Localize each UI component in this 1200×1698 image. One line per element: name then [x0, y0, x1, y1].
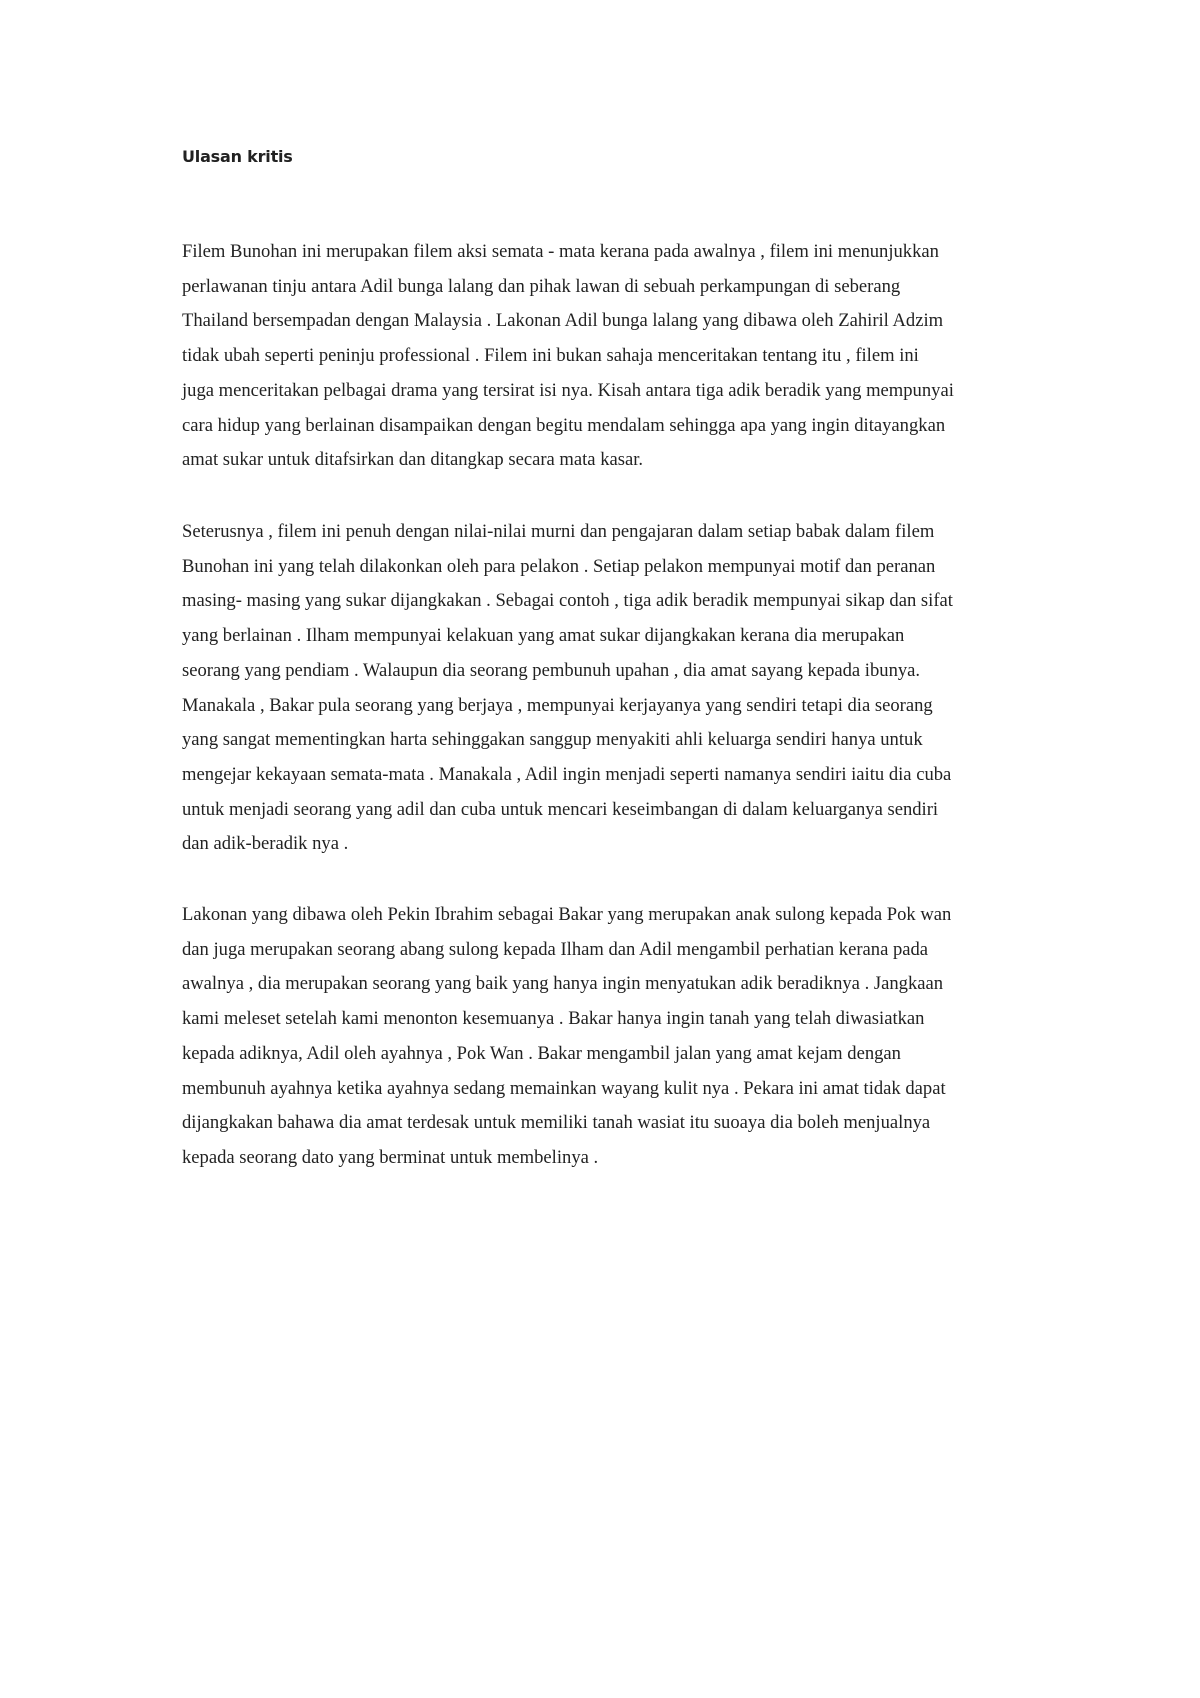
- paragraph-line: juga menceritakan pelbagai drama yang tersirat isi nya. Kisah antara tiga adik beradik yang mempunyai: [182, 379, 954, 401]
- paragraph-line: Lakonan yang dibawa oleh Pekin Ibrahim sebagai Bakar yang merupakan anak sulong kepada Pok wan: [182, 904, 952, 925]
- paragraph-line: dan juga merupakan seorang abang sulong kepada Ilham dan Adil mengambil perhatian kerana pada: [182, 938, 929, 960]
- paragraph-line: awalnya , dia merupakan seorang yang baik yang hanya ingin menyatukan adik beradiknya . Jangkaan: [182, 973, 944, 995]
- paragraph-line: dijangkakan bahawa dia amat terdesak untuk memiliki tanah wasiat itu suoaya dia boleh menjualnya: [182, 1112, 931, 1134]
- paragraph-3: [182, 898, 1062, 1176]
- paragraph-line: kepada adiknya, Adil oleh ayahnya , Pok Wan . Bakar mengambil jalan yang amat kejam dengan: [182, 1042, 901, 1064]
- paragraph-line: Thailand bersempadan dengan Malaysia . Lakonan Adil bunga lalang yang dibawa oleh Zahiril Adzim: [182, 310, 944, 332]
- paragraph-line: yang berlainan . Ilham mempunyai kelakuan yang amat sukar dijangkakan kerana dia merupakan: [182, 625, 905, 647]
- paragraph-line: yang sangat mementingkan harta sehinggakan sanggup menyakiti ahli keluarga sendiri hanya untuk: [182, 729, 923, 751]
- paragraph-line: perlawanan tinju antara Adil bunga lalang dan pihak lawan di sebuah perkampungan di seberang: [182, 275, 901, 297]
- paragraph-line: cara hidup yang berlainan disampaikan dengan begitu mendalam sehingga apa yang ingin ditayangkan: [182, 414, 946, 436]
- paragraph-line: membunuh ayahnya ketika ayahnya sedang memainkan wayang kulit nya . Pekara ini amat tidak dapat: [182, 1077, 946, 1099]
- paragraph-line: kami meleset setelah kami menonton kesemuanya . Bakar hanya ingin tanah yang telah diwasiatkan: [182, 1008, 925, 1030]
- paragraph-line: amat sukar untuk ditafsirkan dan ditangkap secara mata kasar.: [182, 449, 644, 471]
- paragraph-line: Bunohan ini yang telah dilakonkan oleh para pelakon . Setiap pelakon mempunyai motif dan peranan: [182, 555, 936, 577]
- document-heading: Ulasan kritis: [182, 147, 293, 166]
- paragraph-line: mengejar kekayaan semata-mata . Manakala , Adil ingin menjadi seperti namanya sendiri iaitu dia cuba: [182, 763, 952, 785]
- paragraph-line: kepada seorang dato yang berminat untuk membelinya .: [182, 1146, 599, 1168]
- paragraph-line: dan adik-beradik nya .: [182, 833, 349, 855]
- paragraph-line: Seterusnya , filem ini penuh dengan nilai-nilai murni dan pengajaran dalam setiap babak dalam filem: [182, 521, 935, 542]
- paragraph-line: untuk menjadi seorang yang adil dan cuba untuk mencari keseimbangan di dalam keluarganya sendiri: [182, 798, 939, 820]
- paragraph-2: [182, 515, 1062, 862]
- paragraph-line: Filem Bunohan ini merupakan filem aksi semata - mata kerana pada awalnya , filem ini menunjukkan: [182, 241, 939, 262]
- paragraph-line: masing- masing yang sukar dijangkakan . Sebagai contoh , tiga adik beradik mempunyai sikap dan sifat: [182, 590, 953, 612]
- paragraph-line: tidak ubah seperti peninju professional . Filem ini bukan sahaja menceritakan tentang itu , filem ini: [182, 345, 919, 367]
- paragraph-line: Manakala , Bakar pula seorang yang berjaya , mempunyai kerjayanya yang sendiri tetapi dia seorang: [182, 694, 933, 716]
- paragraph-1: [182, 235, 1062, 478]
- paragraph-line: seorang yang pendiam . Walaupun dia seorang pembunuh upahan , dia amat sayang kepada ibunya.: [182, 659, 921, 681]
